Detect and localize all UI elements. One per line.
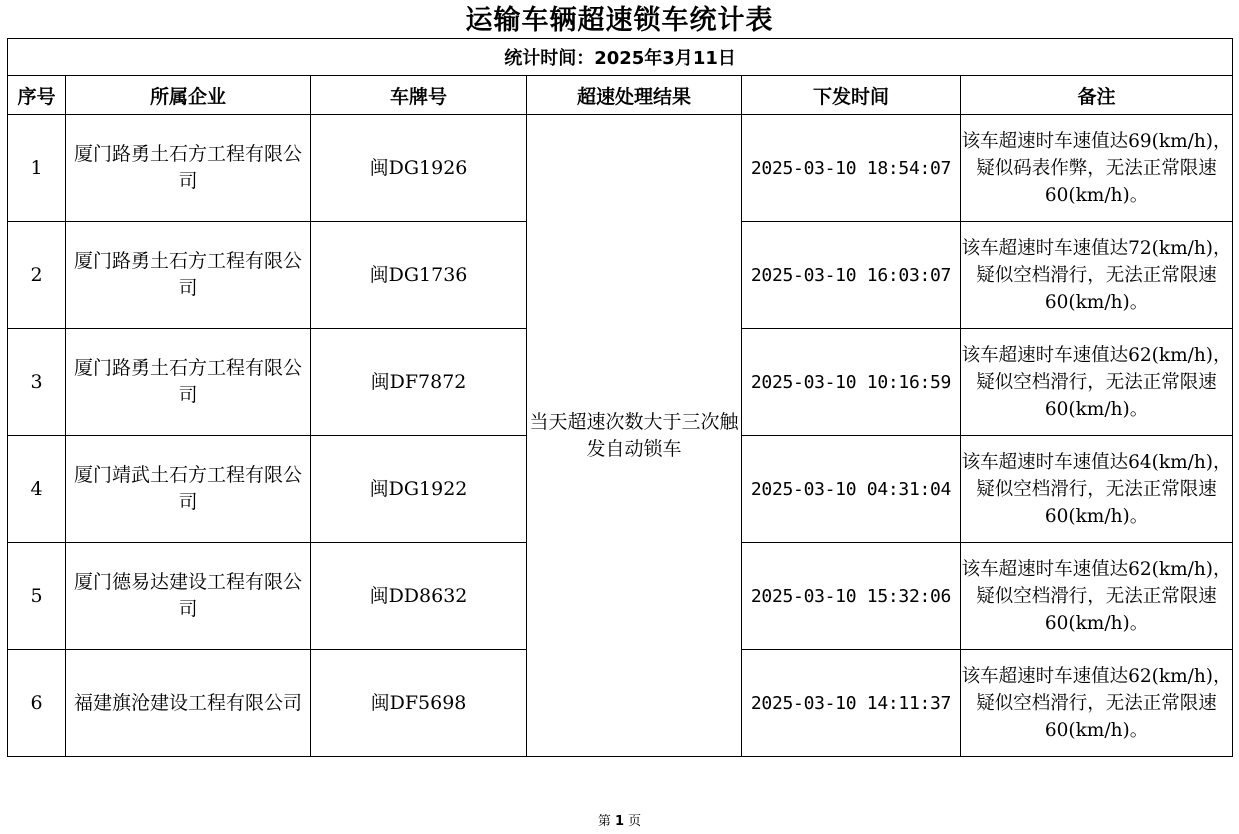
row-time: 2025-03-10 10:16:59 — [742, 329, 961, 436]
row-seq: 2 — [8, 222, 66, 329]
row-seq: 4 — [8, 436, 66, 543]
row-remark: 该车超速时车速值达62(km/h)，疑似空档滑行，无法正常限速60(km/h)。 — [961, 650, 1233, 757]
stat-time: 统计时间：2025年3月11日 — [8, 39, 1233, 76]
row-company: 厦门靖武土石方工程有限公司 — [66, 436, 311, 543]
row-time: 2025-03-10 14:11:37 — [742, 650, 961, 757]
row-plate: 闽DD8632 — [311, 543, 527, 650]
row-seq: 5 — [8, 543, 66, 650]
row-company: 福建旗沧建设工程有限公司 — [66, 650, 311, 757]
row-plate: 闽DF5698 — [311, 650, 527, 757]
header-row — [8, 76, 1233, 115]
row-seq: 6 — [8, 650, 66, 757]
row-remark: 该车超速时车速值达72(km/h)，疑似空档滑行，无法正常限速60(km/h)。 — [961, 222, 1233, 329]
row-remark: 该车超速时车速值达62(km/h)，疑似空档滑行，无法正常限速60(km/h)。 — [961, 543, 1233, 650]
row-remark: 该车超速时车速值达62(km/h)，疑似空档滑行，无法正常限速60(km/h)。 — [961, 329, 1233, 436]
document-title: 运输车辆超速锁车统计表 — [465, 5, 774, 36]
row-company: 厦门路勇土石方工程有限公司 — [66, 115, 311, 222]
page-footer — [0, 810, 1239, 829]
row-plate: 闽DG1926 — [311, 115, 527, 222]
row-company: 厦门路勇土石方工程有限公司 — [66, 222, 311, 329]
row-time: 2025-03-10 04:31:04 — [742, 436, 961, 543]
row-plate: 闽DF7872 — [311, 329, 527, 436]
stat-time-row — [8, 39, 1233, 76]
row-plate: 闽DG1736 — [311, 222, 527, 329]
row-time: 2025-03-10 18:54:07 — [742, 115, 961, 222]
row-plate: 闽DG1922 — [311, 436, 527, 543]
row-company: 厦门路勇土石方工程有限公司 — [66, 329, 311, 436]
result-merged-cell: 当天超速次数大于三次触发自动锁车 — [527, 115, 742, 757]
row-seq: 3 — [8, 329, 66, 436]
header-company: 所属企业 — [66, 76, 311, 115]
header-remark: 备注 — [961, 76, 1233, 115]
row-remark: 该车超速时车速值达69(km/h)，疑似码表作弊，无法正常限速60(km/h)。 — [961, 115, 1233, 222]
row-seq: 1 — [8, 115, 66, 222]
row-remark: 该车超速时车速值达64(km/h)，疑似空档滑行，无法正常限速60(km/h)。 — [961, 436, 1233, 543]
header-result: 超速处理结果 — [527, 76, 742, 115]
table-row — [8, 115, 1233, 222]
overspeed-lock-table — [7, 38, 1233, 757]
row-company: 厦门德易达建设工程有限公司 — [66, 543, 311, 650]
page-suffix: 页 — [628, 814, 642, 829]
page-prefix: 第 — [597, 814, 611, 829]
header-plate: 车牌号 — [311, 76, 527, 115]
row-time: 2025-03-10 15:32:06 — [742, 543, 961, 650]
row-time: 2025-03-10 16:03:07 — [742, 222, 961, 329]
page-number: 1 — [614, 814, 625, 829]
header-time: 下发时间 — [742, 76, 961, 115]
header-seq: 序号 — [8, 76, 66, 115]
